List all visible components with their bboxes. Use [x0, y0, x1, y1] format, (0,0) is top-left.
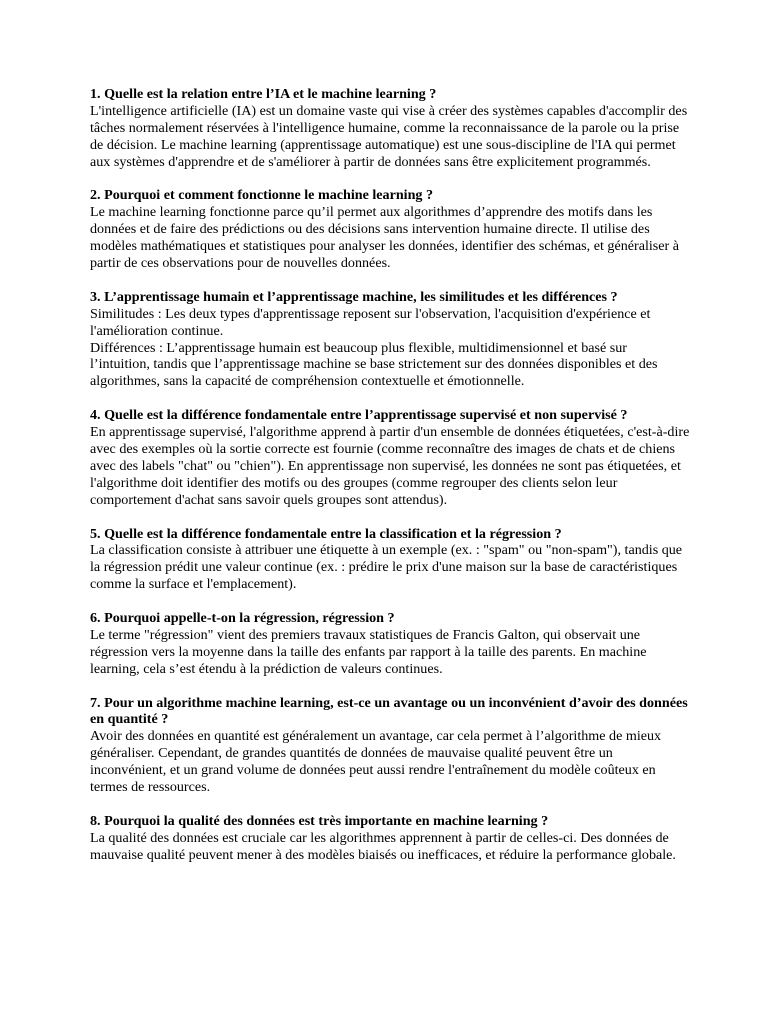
qa-block-8 — [90, 813, 690, 864]
qa-block-4 — [90, 407, 690, 508]
answer-paragraph: Le machine learning fonctionne parce qu’il permet aux algorithmes d’apprendre des motifs dans les données et de faire des prédictions ou des décisions sans intervention humaine directe. Il utilise des modèles mathématiques et statistiques pour analyser les données, identifier des schémas, et généraliser à partir de ces observations pour de nouvelles données. — [90, 204, 680, 272]
question-heading: 5. Quelle est la différence fondamentale entre la classification et la régression ? — [90, 525, 562, 542]
qa-block-7 — [90, 695, 690, 796]
answer-paragraph: Le terme "régression" vient des premiers travaux statistiques de Francis Galton, qui observait une régression vers la moyenne dans la taille des enfants par rapport à la taille des parents. En machine learning, cela s’est étendu à la prédiction de valeurs continues. — [90, 626, 647, 677]
answer-paragraph: En apprentissage supervisé, l'algorithme apprend à partir d'un ensemble de données étiquetées, c'est-à-dire avec des exemples où la sortie correcte est fournie (comme reconnaître des images de chats et de chiens avec des labels "chat" ou "chien"). En apprentissage non supervisé, les données ne sont pas étiquetées, et l'algorithme doit identifier des motifs ou des groupes (comme regrouper des clients selon leur comportement d'achat sans savoir quels groupes sont attendus). — [90, 424, 690, 508]
answer-paragraph: Avoir des données en quantité est généralement un avantage, car cela permet à l’algorithme de mieux généraliser. Cependant, de grandes quantités de données de mauvaise qualité peuvent être un inconvénient, et un grand volume de données peut aussi rendre l'entraînement du modèle coûteux en termes de ressources. — [90, 728, 662, 796]
question-heading: 1. Quelle est la relation entre l’IA et le machine learning ? — [90, 86, 437, 102]
question-heading: 6. Pourquoi appelle-t-on la régression, régression ? — [90, 610, 395, 627]
question-heading: 3. L’apprentissage humain et l’apprentissage machine, les similitudes et les différences ? — [90, 288, 618, 305]
qa-block-1 — [90, 86, 690, 171]
question-heading: 8. Pourquoi la qualité des données est très importante en machine learning ? — [90, 812, 549, 829]
answer-paragraph-differences: Différences : L’apprentissage humain est beaucoup plus flexible, multidimensionnel et basé sur l’intuition, tandis que l’apprentissage machine se base strictement sur des données disponibles et des algorithmes, sans la capacité de compréhension contextuelle et émotionnelle. — [90, 339, 658, 390]
question-heading: 4. Quelle est la différence fondamentale entre l’apprentissage supervisé et non supervisé ? — [90, 407, 628, 424]
document-page — [90, 86, 690, 880]
answer-paragraph: La classification consiste à attribuer une étiquette à un exemple (ex. : "spam" ou "non-spam"), tandis que la régression prédit une valeur continue (ex. : prédire le prix d'une maison sur la base de caractéristiques comme la surface et l'emplacement). — [90, 542, 683, 593]
qa-block-5 — [90, 526, 690, 594]
answer-paragraph: L'intelligence artificielle (IA) est un domaine vaste qui vise à créer des systèmes capables d'accomplir des tâches normalement réservées à l'intelligence humaine, comme la reconnaissance de la parole ou la prise de décision. Le machine learning (apprentissage automatique) est une sous-discipline de l'IA qui permet aux systèmes d'apprendre et de s'améliorer à partir de données sans être explicitement programmés. — [90, 102, 688, 170]
answer-paragraph-similarities: Similitudes : Les deux types d'apprentissage reposent sur l'observation, l'acquisition d'expérience et l'amélioration continue. — [90, 305, 651, 339]
qa-block-3 — [90, 289, 690, 390]
answer-paragraph: La qualité des données est cruciale car les algorithmes apprennent à partir de celles-ci. Des données de mauvaise qualité peuvent mener à des modèles biaisés ou inefficaces, et réduire la performance globale. — [90, 829, 676, 863]
qa-block-2 — [90, 187, 690, 272]
qa-block-6 — [90, 610, 690, 678]
question-heading: 2. Pourquoi et comment fonctionne le machine learning ? — [90, 187, 434, 204]
question-heading: 7. Pour un algorithme machine learning, est-ce un avantage ou un inconvénient d’avoir des données en quantité ? — [90, 694, 688, 728]
